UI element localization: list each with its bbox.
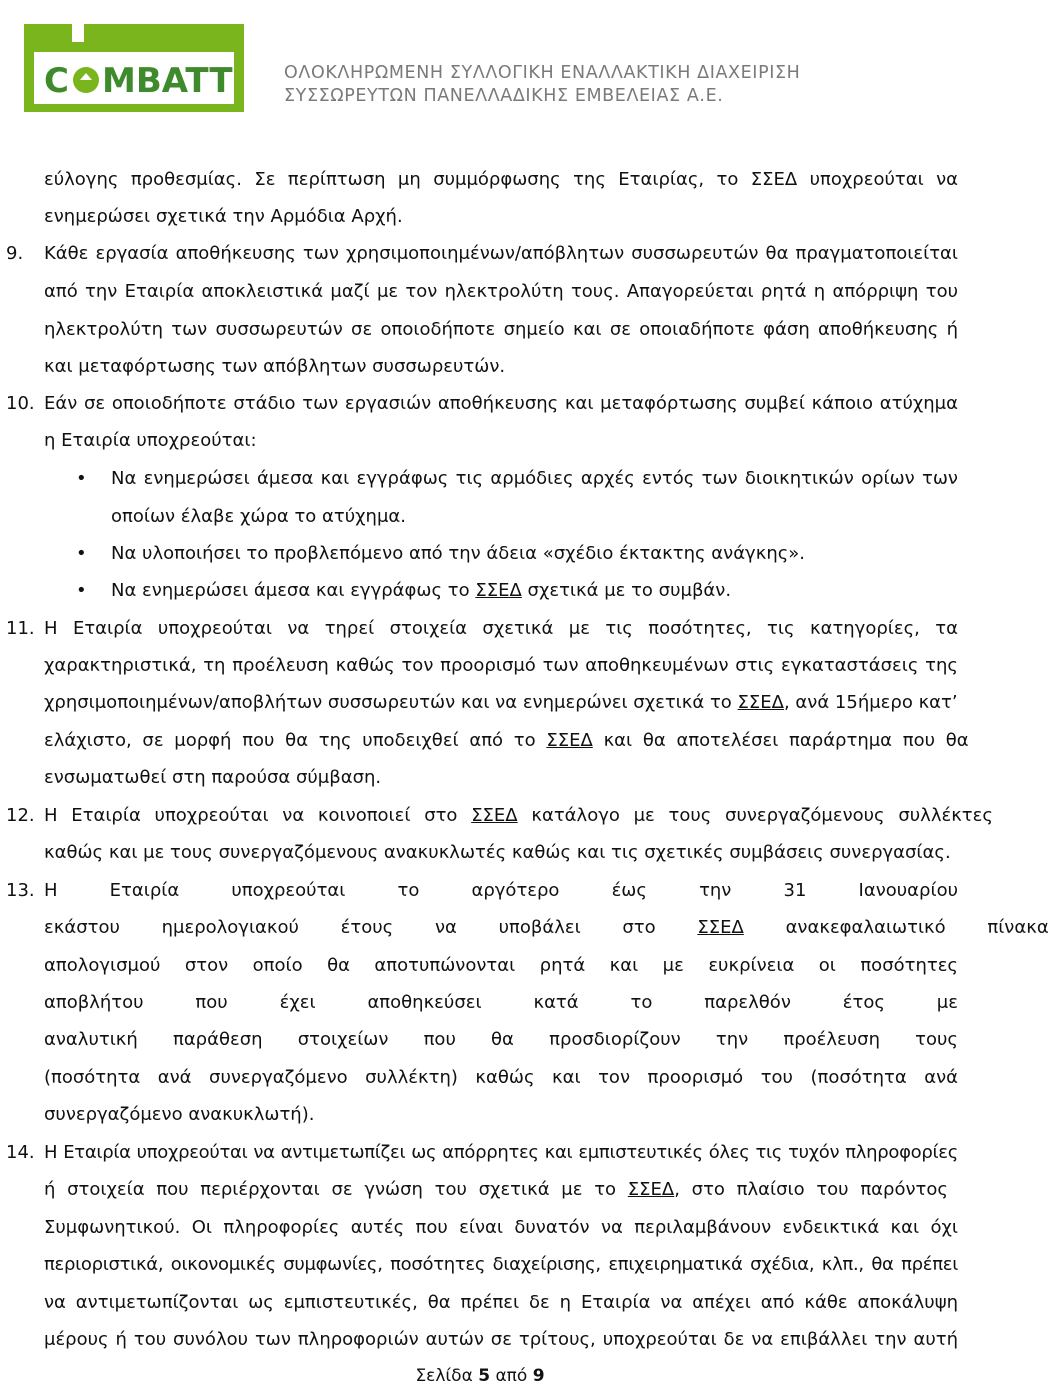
text-line: περιοριστικά, οικονομικές συμφωνίες, ποσότητες διαχείρισης, επιχειρηματικά σχέδια, κλπ., θα πρέπει — [44, 1254, 958, 1275]
item-number: 11. — [6, 618, 35, 639]
text-span: Η Εταιρία υποχρεούται να κοινοποιεί στο — [44, 805, 458, 826]
text-line — [111, 572, 958, 610]
text-span: εκάστου ημερολογιακού έτους να υποβάλει στο — [44, 917, 656, 938]
text-line — [44, 722, 969, 760]
text-span: ή στοιχεία που περιέρχονται σε γνώση του σχετικά με το — [44, 1179, 617, 1200]
item-number: 12. — [6, 805, 35, 826]
page-header — [0, 0, 960, 140]
item-number: 14. — [6, 1142, 35, 1163]
text-span: σχετικά με το συμβάν. — [527, 580, 732, 601]
text-line: να αντιμετωπίζονται ως εμπιστευτικές, θα πρέπει δε η Εταιρία να απέχει από κάθε αποκάλυψη — [44, 1292, 958, 1313]
text-line: Να ενημερώσει άμεσα και εγγράφως τις αρμόδιες αρχές εντός των διοικητικών ορίων των — [111, 468, 958, 489]
text-line: ενημερώσει σχετικά την Αρμόδια Αρχή. — [44, 206, 403, 227]
text-line: αναλυτική παράθεση στοιχείων που θα προσδιορίζουν την προέλευση τους — [44, 1029, 958, 1050]
text-line: η Εταιρία υποχρεούται: — [44, 430, 257, 451]
text-line: καθώς και με τους συνεργαζόμενους ανακυκλωτές καθώς και τις σχετικές συμβάσεις συνεργασίας. — [44, 842, 951, 863]
text-span: , ανά 15ήμερο κατ’ — [783, 692, 958, 713]
text-span: ανακεφαλαιωτικό πίνακα — [785, 917, 1049, 938]
abbr-sseed: ΣΣΕΔ — [737, 692, 784, 713]
abbr-sseed: ΣΣΕΔ — [546, 730, 593, 751]
page-number: 5 — [478, 1366, 491, 1386]
company-name-line1: ΟΛΟΚΛΗΡΩΜΕΝΗ ΣΥΛΛΟΓΙΚΗ ΕΝΑΛΛΑΚΤΙΚΗ ΔΙΑΧΕΙΡΙΣΗ — [284, 63, 801, 83]
text-line — [44, 797, 993, 835]
text-line: απολογισμού στον οποίο θα αποτυπώνονται ρητά και με ευκρίνεια οι ποσότητες — [44, 955, 958, 976]
text-line: Να υλοποιήσει το προβλεπόμενο από την άδεια «σχέδιο έκτακτης ανάγκης». — [111, 543, 806, 564]
text-line: Η Εταιρία υποχρεούται το αργότερο έως την 31 Ιανουαρίου — [44, 880, 958, 901]
text-line: αποβλήτου που έχει αποθηκεύσει κατά το παρελθόν έτος με — [44, 992, 958, 1013]
text-line: και μεταφόρτωσης των απόβλητων συσσωρευτών. — [44, 356, 506, 377]
page-label: Σελίδα — [415, 1366, 473, 1386]
text-line: Κάθε εργασία αποθήκευσης των χρησιμοποιημένων/απόβλητων συσσωρευτών θα πραγματοποιείται — [44, 243, 958, 264]
page-total: 9 — [532, 1366, 545, 1386]
text-line — [44, 684, 958, 722]
text-line: εύλογης προθεσμίας. Σε περίπτωση μη συμμόρφωσης της Εταιρίας, το ΣΣΕΔ υποχρεούται να — [44, 169, 958, 190]
text-line: Η Εταιρία υποχρεούται να αντιμετωπίζει ως απόρρητες και εμπιστευτικές όλες τις τυχόν πληροφορίες — [44, 1142, 958, 1163]
text-line: οποίων έλαβε χώρα το ατύχημα. — [111, 506, 407, 527]
text-line — [44, 909, 1049, 947]
text-span: ελάχιστο, σε μορφή που θα της υποδειχθεί από το — [44, 730, 536, 751]
text-line: ηλεκτρολύτη των συσσωρευτών σε οποιοδήποτε σημείο και σε οποιαδήποτε φάση αποθήκευσης ή — [44, 319, 958, 340]
svg-text:C: C — [44, 61, 69, 101]
text-line: Η Εταιρία υποχρεούται να τηρεί στοιχεία σχετικά με τις ποσότητες, τις κατηγορίες, τα — [44, 618, 958, 639]
abbr-sseed: ΣΣΕΔ — [697, 917, 744, 938]
svg-text:MBATT: MBATT — [102, 61, 233, 101]
combatt-logo — [20, 18, 250, 118]
text-line — [44, 1171, 958, 1209]
text-line: (ποσότητα ανά συνεργαζόμενο συλλέκτη) καθώς και τον προορισμό του (ποσότητα ανά — [44, 1067, 958, 1088]
bullet-icon: • — [76, 468, 87, 489]
company-name-line2: ΣΥΣΣΩΡΕΥΤΩΝ ΠΑΝΕΛΛΑΔΙΚΗΣ ΕΜΒΕΛΕΙΑΣ Α.Ε. — [284, 86, 724, 106]
text-span: Να ενημερώσει άμεσα και εγγράφως το — [111, 580, 470, 601]
item-number: 10. — [6, 393, 35, 414]
abbr-sseed: ΣΣΕΔ — [475, 580, 522, 601]
text-span: κατάλογο με τους συνεργαζόμενους συλλέκτες — [531, 805, 993, 826]
page-footer — [0, 1366, 960, 1386]
item-number: 9. — [6, 243, 24, 264]
text-line: Συμφωνητικού. Οι πληροφορίες αυτές που είναι δυνατόν να περιλαμβάνουν ενδεικτικά και όχι — [44, 1217, 958, 1238]
text-line: από την Εταιρία αποκλειστικά μαζί με τον ηλεκτρολύτη τους. Απαγορεύεται ρητά η απόρριψη του — [44, 281, 958, 302]
company-name — [284, 62, 800, 108]
text-line: ενσωματωθεί στη παρούσα σύμβαση. — [44, 767, 382, 788]
text-line: χαρακτηριστικά, τη προέλευση καθώς τον προορισμό των αποθηκευμένων στις εγκαταστάσεις της — [44, 655, 958, 676]
bullet-icon: • — [76, 543, 87, 564]
item-number: 13. — [6, 880, 35, 901]
text-line: μέρους ή του συνόλου των πληροφοριών αυτών σε τρίτους, υποχρεούται δε να επιβάλλει την αυτή — [44, 1329, 958, 1350]
page-of: από — [495, 1366, 528, 1386]
abbr-sseed: ΣΣΕΔ — [471, 805, 518, 826]
text-span: και θα αποτελέσει παράρτημα που θα — [603, 730, 969, 751]
text-span: , στο πλαίσιο του παρόντος — [674, 1179, 948, 1200]
bullet-icon: • — [76, 580, 87, 601]
text-line: Εάν σε οποιοδήποτε στάδιο των εργασιών αποθήκευσης και μεταφόρτωσης συμβεί κάποιο ατύχημα — [44, 393, 958, 414]
abbr-sseed: ΣΣΕΔ — [627, 1179, 675, 1200]
text-span: χρησιμοποιημένων/αποβλήτων συσσωρευτών και να ενημερώνει σχετικά το — [44, 692, 732, 713]
text-line: συνεργαζόμενο ανακυκλωτή). — [44, 1104, 315, 1125]
